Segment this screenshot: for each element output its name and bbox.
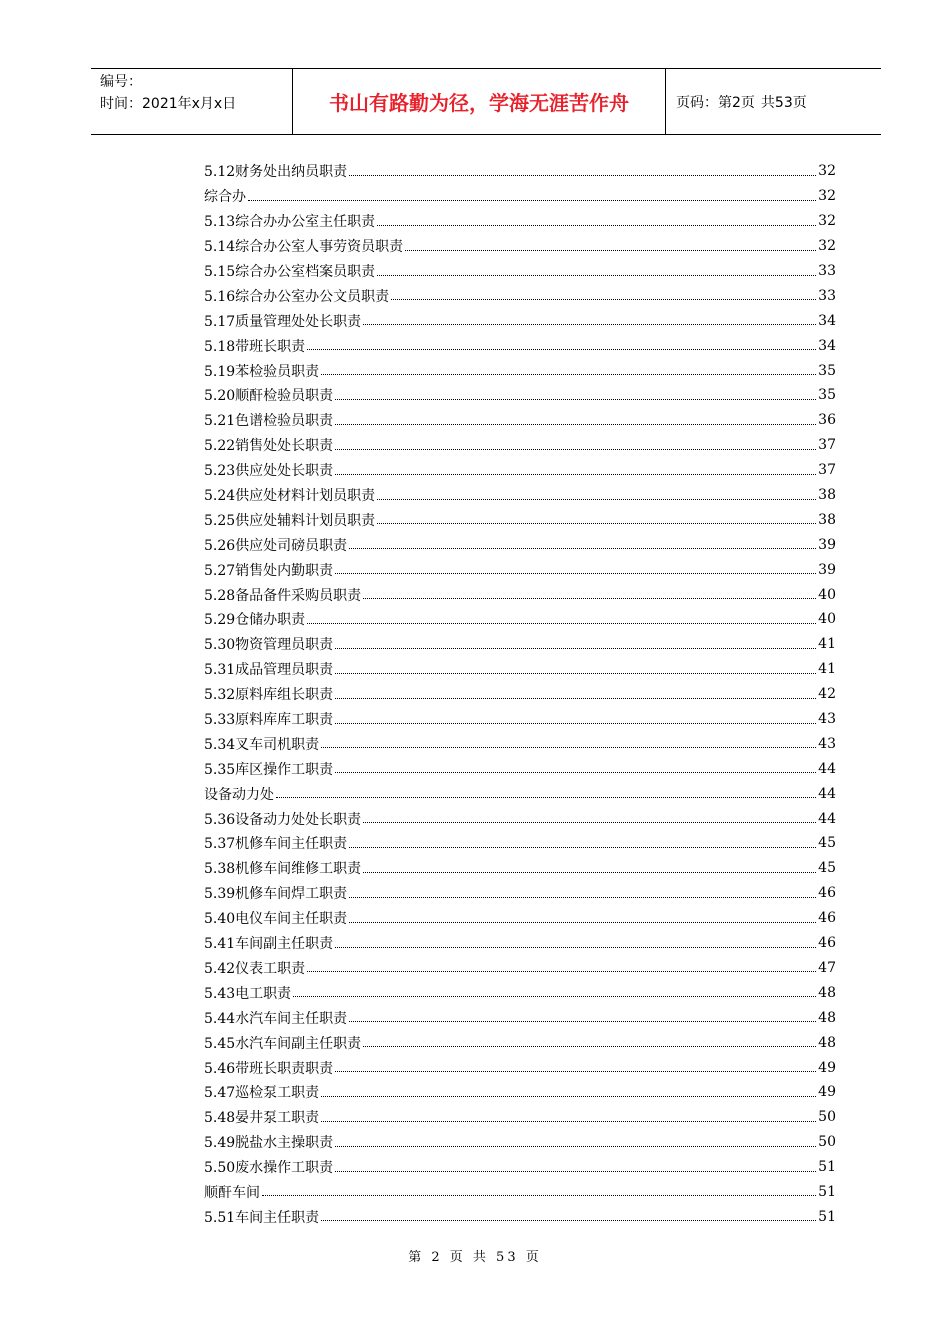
toc-entry[interactable] bbox=[204, 931, 836, 956]
toc-dot-leader bbox=[377, 225, 816, 226]
page-header bbox=[91, 68, 881, 135]
toc-dot-leader bbox=[321, 1096, 816, 1097]
toc-entry[interactable] bbox=[204, 1030, 836, 1055]
document-time-label: 时间：2021年x月x日 bbox=[100, 96, 237, 112]
toc-entry-page: 51 bbox=[818, 1183, 836, 1200]
toc-dot-leader bbox=[307, 623, 816, 624]
toc-dot-leader bbox=[377, 499, 816, 500]
toc-entry-label: 5.15综合办公室档案员职责 bbox=[204, 264, 376, 280]
toc-entry-page: 44 bbox=[818, 785, 836, 802]
toc-entry-label: 5.13综合办办公室主任职责 bbox=[204, 214, 376, 231]
toc-entry-label: 综合办 bbox=[204, 189, 246, 206]
toc-dot-leader bbox=[335, 573, 816, 574]
toc-entry-page: 43 bbox=[818, 735, 836, 752]
toc-entry-page: 34 bbox=[818, 337, 836, 354]
toc-entry[interactable] bbox=[204, 283, 836, 308]
toc-entry-page: 38 bbox=[818, 487, 836, 504]
toc-entry[interactable] bbox=[204, 980, 836, 1005]
toc-entry-label: 5.44水汽车间主任职责 bbox=[204, 1010, 348, 1027]
toc-entry-page: 49 bbox=[818, 1084, 836, 1101]
toc-entry-page: 46 bbox=[818, 935, 836, 952]
toc-dot-leader bbox=[335, 947, 816, 948]
toc-dot-leader bbox=[335, 449, 816, 450]
toc-entry-label: 5.49脱盐水主操职责 bbox=[204, 1135, 334, 1152]
toc-entry-label: 顺酐车间 bbox=[204, 1184, 260, 1201]
toc-dot-leader bbox=[363, 1046, 816, 1047]
toc-dot-leader bbox=[391, 299, 816, 300]
toc-entry-label: 5.31成品管理员职责 bbox=[204, 662, 334, 679]
toc-dot-leader bbox=[335, 723, 816, 724]
toc-dot-leader bbox=[335, 1171, 816, 1172]
toc-entry[interactable] bbox=[204, 184, 836, 209]
toc-entry[interactable] bbox=[204, 458, 836, 483]
toc-dot-leader bbox=[349, 897, 816, 898]
toc-entry-label: 5.35库区操作工职责 bbox=[204, 761, 334, 778]
toc-entry-label: 5.43电工职责 bbox=[204, 985, 292, 1002]
toc-entry-page: 38 bbox=[818, 511, 836, 528]
toc-dot-leader bbox=[349, 1021, 816, 1022]
toc-dot-leader bbox=[321, 374, 816, 375]
toc-entry-label: 5.30物资管理员职责 bbox=[204, 637, 334, 654]
toc-dot-leader bbox=[363, 822, 816, 823]
toc-entry-label: 5.48晏井泵工职责 bbox=[204, 1110, 320, 1127]
toc-entry-page: 32 bbox=[818, 213, 836, 230]
toc-entry-label: 5.20顺酐检验员职责 bbox=[204, 388, 334, 405]
toc-entry-label: 5.39机修车间焊工职责 bbox=[204, 886, 348, 903]
toc-dot-leader bbox=[335, 673, 816, 674]
toc-entry-page: 39 bbox=[818, 536, 836, 553]
toc-entry-page: 43 bbox=[818, 711, 836, 728]
toc-entry-page: 46 bbox=[818, 885, 836, 902]
toc-entry[interactable] bbox=[204, 234, 836, 259]
toc-entry-page: 37 bbox=[818, 462, 836, 479]
toc-dot-leader bbox=[377, 523, 816, 524]
toc-entry-label: 5.34叉车司机职责 bbox=[204, 736, 320, 753]
toc-entry[interactable] bbox=[204, 209, 836, 234]
toc-dot-leader bbox=[276, 797, 816, 798]
toc-dot-leader bbox=[405, 250, 816, 251]
toc-entry-page: 44 bbox=[818, 810, 836, 827]
toc-entry-page: 34 bbox=[818, 312, 836, 329]
toc-entry-page: 51 bbox=[818, 1159, 836, 1176]
toc-entry-label: 5.19苯检验员职责 bbox=[204, 363, 320, 380]
toc-dot-leader bbox=[307, 349, 816, 350]
toc-entry-page: 37 bbox=[818, 437, 836, 454]
toc-entry-label: 5.16综合办公室办公文员职责 bbox=[204, 288, 390, 305]
toc-entry-page: 33 bbox=[818, 263, 836, 279]
document-number-label: 编号： bbox=[100, 74, 142, 90]
toc-entry-label: 5.46带班长职责职责 bbox=[204, 1060, 334, 1077]
toc-entry[interactable] bbox=[204, 682, 836, 707]
table-of-contents bbox=[204, 159, 836, 1229]
toc-entry-label: 5.29仓储办职责 bbox=[204, 612, 306, 629]
toc-entry-label: 5.37机修车间主任职责 bbox=[204, 836, 348, 853]
toc-entry[interactable] bbox=[204, 1105, 836, 1130]
toc-dot-leader bbox=[335, 399, 816, 400]
toc-dot-leader bbox=[335, 474, 816, 475]
toc-entry-label: 5.33原料库库工职责 bbox=[204, 712, 334, 729]
toc-entry-page: 45 bbox=[818, 860, 836, 877]
toc-dot-leader bbox=[321, 1220, 816, 1221]
toc-entry-page: 48 bbox=[818, 984, 836, 1001]
toc-entry[interactable] bbox=[204, 806, 836, 831]
toc-entry-label: 5.12财务处出纳员职责 bbox=[204, 164, 348, 181]
toc-entry[interactable] bbox=[204, 408, 836, 433]
toc-entry[interactable] bbox=[204, 906, 836, 931]
toc-dot-leader bbox=[262, 1195, 816, 1196]
toc-entry-label: 5.42仪表工职责 bbox=[204, 960, 306, 977]
toc-dot-leader bbox=[307, 971, 816, 972]
toc-dot-leader bbox=[349, 175, 816, 176]
toc-entry-page: 50 bbox=[818, 1109, 836, 1126]
toc-entry-label: 5.25供应处辅料计划员职责 bbox=[204, 512, 376, 529]
toc-entry-label: 设备动力处 bbox=[204, 786, 274, 803]
toc-entry[interactable] bbox=[204, 557, 836, 582]
toc-entry-page: 44 bbox=[818, 760, 836, 777]
toc-entry[interactable] bbox=[204, 956, 836, 981]
toc-entry-page: 33 bbox=[818, 287, 836, 304]
toc-entry[interactable] bbox=[204, 433, 836, 458]
toc-dot-leader bbox=[363, 598, 816, 599]
toc-entry[interactable] bbox=[204, 259, 836, 284]
toc-entry-label: 5.14综合办公室人事劳资员职责 bbox=[204, 239, 404, 256]
toc-entry-page: 41 bbox=[818, 636, 836, 653]
toc-entry[interactable] bbox=[204, 333, 836, 358]
header-info-cell bbox=[91, 69, 293, 134]
toc-entry[interactable] bbox=[204, 1055, 836, 1080]
toc-entry-label: 5.41车间副主任职责 bbox=[204, 936, 334, 953]
toc-dot-leader bbox=[349, 847, 816, 848]
toc-dot-leader bbox=[335, 698, 816, 699]
toc-entry-page: 48 bbox=[818, 1034, 836, 1051]
toc-entry[interactable] bbox=[204, 358, 836, 383]
toc-dot-leader bbox=[293, 996, 816, 997]
toc-entry-label: 5.21色谱检验员职责 bbox=[204, 413, 334, 430]
toc-entry[interactable] bbox=[204, 831, 836, 856]
toc-entry-label: 5.17质量管理处处长职责 bbox=[204, 313, 362, 330]
toc-entry-page: 46 bbox=[818, 910, 836, 927]
toc-entry-label: 5.47巡检泵工职责 bbox=[204, 1085, 320, 1102]
header-motto: 书山有路勤为径，学海无涯苦作舟 bbox=[293, 69, 666, 134]
toc-entry[interactable] bbox=[204, 856, 836, 881]
toc-dot-leader bbox=[363, 872, 816, 873]
toc-entry-page: 42 bbox=[818, 686, 836, 703]
toc-entry[interactable] bbox=[204, 781, 836, 806]
toc-dot-leader bbox=[349, 922, 816, 923]
toc-entry[interactable] bbox=[204, 1080, 836, 1105]
toc-entry[interactable] bbox=[204, 731, 836, 756]
toc-entry[interactable] bbox=[204, 607, 836, 632]
toc-dot-leader bbox=[335, 648, 816, 649]
header-page-number: 页码：第2页 bbox=[676, 94, 755, 111]
toc-entry-label: 5.18带班长职责 bbox=[204, 338, 306, 355]
toc-entry[interactable] bbox=[204, 532, 836, 557]
toc-entry-label: 5.32原料库组长职责 bbox=[204, 687, 334, 704]
toc-entry-label: 5.50废水操作工职责 bbox=[204, 1160, 334, 1177]
toc-entry-label: 5.28备品备件采购员职责 bbox=[204, 587, 362, 604]
toc-dot-leader bbox=[363, 324, 816, 325]
toc-entry[interactable] bbox=[204, 507, 836, 532]
toc-entry[interactable] bbox=[204, 1204, 836, 1229]
toc-entry-label: 5.26供应处司磅员职责 bbox=[204, 537, 348, 554]
toc-entry[interactable] bbox=[204, 1180, 836, 1205]
toc-entry[interactable] bbox=[204, 159, 836, 184]
toc-dot-leader bbox=[377, 275, 816, 276]
toc-entry[interactable] bbox=[204, 632, 836, 657]
toc-entry[interactable] bbox=[204, 1005, 836, 1030]
toc-entry-page: 45 bbox=[818, 835, 836, 852]
toc-entry-page: 32 bbox=[818, 238, 836, 255]
toc-entry[interactable] bbox=[204, 308, 836, 333]
toc-entry-page: 50 bbox=[818, 1134, 836, 1151]
toc-entry-label: 5.51车间主任职责 bbox=[204, 1209, 320, 1226]
toc-entry-page: 49 bbox=[818, 1059, 836, 1076]
toc-dot-leader bbox=[349, 548, 816, 549]
header-total-pages: 共53页 bbox=[760, 94, 807, 111]
toc-entry-label: 5.22销售处处长职责 bbox=[204, 438, 334, 455]
toc-entry[interactable] bbox=[204, 582, 836, 607]
toc-entry-page: 32 bbox=[818, 188, 836, 205]
toc-entry-page: 35 bbox=[818, 362, 836, 379]
toc-entry[interactable] bbox=[204, 1155, 836, 1180]
toc-entry-label: 5.40电仪车间主任职责 bbox=[204, 911, 348, 928]
toc-entry[interactable] bbox=[204, 383, 836, 408]
toc-entry-label: 5.27销售处内勤职责 bbox=[204, 562, 334, 579]
toc-dot-leader bbox=[321, 1121, 816, 1122]
toc-entry-label: 5.36设备动力处处长职责 bbox=[204, 811, 362, 828]
toc-dot-leader bbox=[248, 200, 816, 201]
toc-entry[interactable] bbox=[204, 483, 836, 508]
toc-entry[interactable] bbox=[204, 756, 836, 781]
toc-entry[interactable] bbox=[204, 1130, 836, 1155]
toc-dot-leader bbox=[335, 1146, 816, 1147]
toc-entry-page: 35 bbox=[818, 387, 836, 404]
toc-entry-label: 5.23供应处处长职责 bbox=[204, 463, 334, 480]
toc-dot-leader bbox=[321, 747, 816, 748]
page-footer: 第 2 页 共 53 页 bbox=[408, 1250, 542, 1265]
toc-entry-page: 40 bbox=[818, 586, 836, 603]
header-page-cell bbox=[666, 69, 881, 134]
toc-entry-label: 5.24供应处材料计划员职责 bbox=[204, 488, 376, 505]
toc-entry-page: 41 bbox=[818, 661, 836, 678]
toc-entry-label: 5.45水汽车间副主任职责 bbox=[204, 1035, 362, 1052]
toc-entry-page: 36 bbox=[818, 412, 836, 429]
toc-entry-page: 32 bbox=[818, 163, 836, 180]
toc-entry-page: 40 bbox=[818, 611, 836, 628]
toc-entry-page: 51 bbox=[818, 1208, 836, 1225]
toc-entry[interactable] bbox=[204, 657, 836, 682]
toc-entry[interactable] bbox=[204, 881, 836, 906]
toc-entry-page: 39 bbox=[818, 561, 836, 578]
toc-dot-leader bbox=[335, 1071, 816, 1072]
toc-entry[interactable] bbox=[204, 707, 836, 732]
toc-entry-page: 47 bbox=[818, 959, 836, 976]
toc-dot-leader bbox=[335, 424, 816, 425]
toc-dot-leader bbox=[335, 772, 816, 773]
toc-entry-label: 5.38机修车间维修工职责 bbox=[204, 861, 362, 878]
toc-entry-page: 48 bbox=[818, 1009, 836, 1026]
